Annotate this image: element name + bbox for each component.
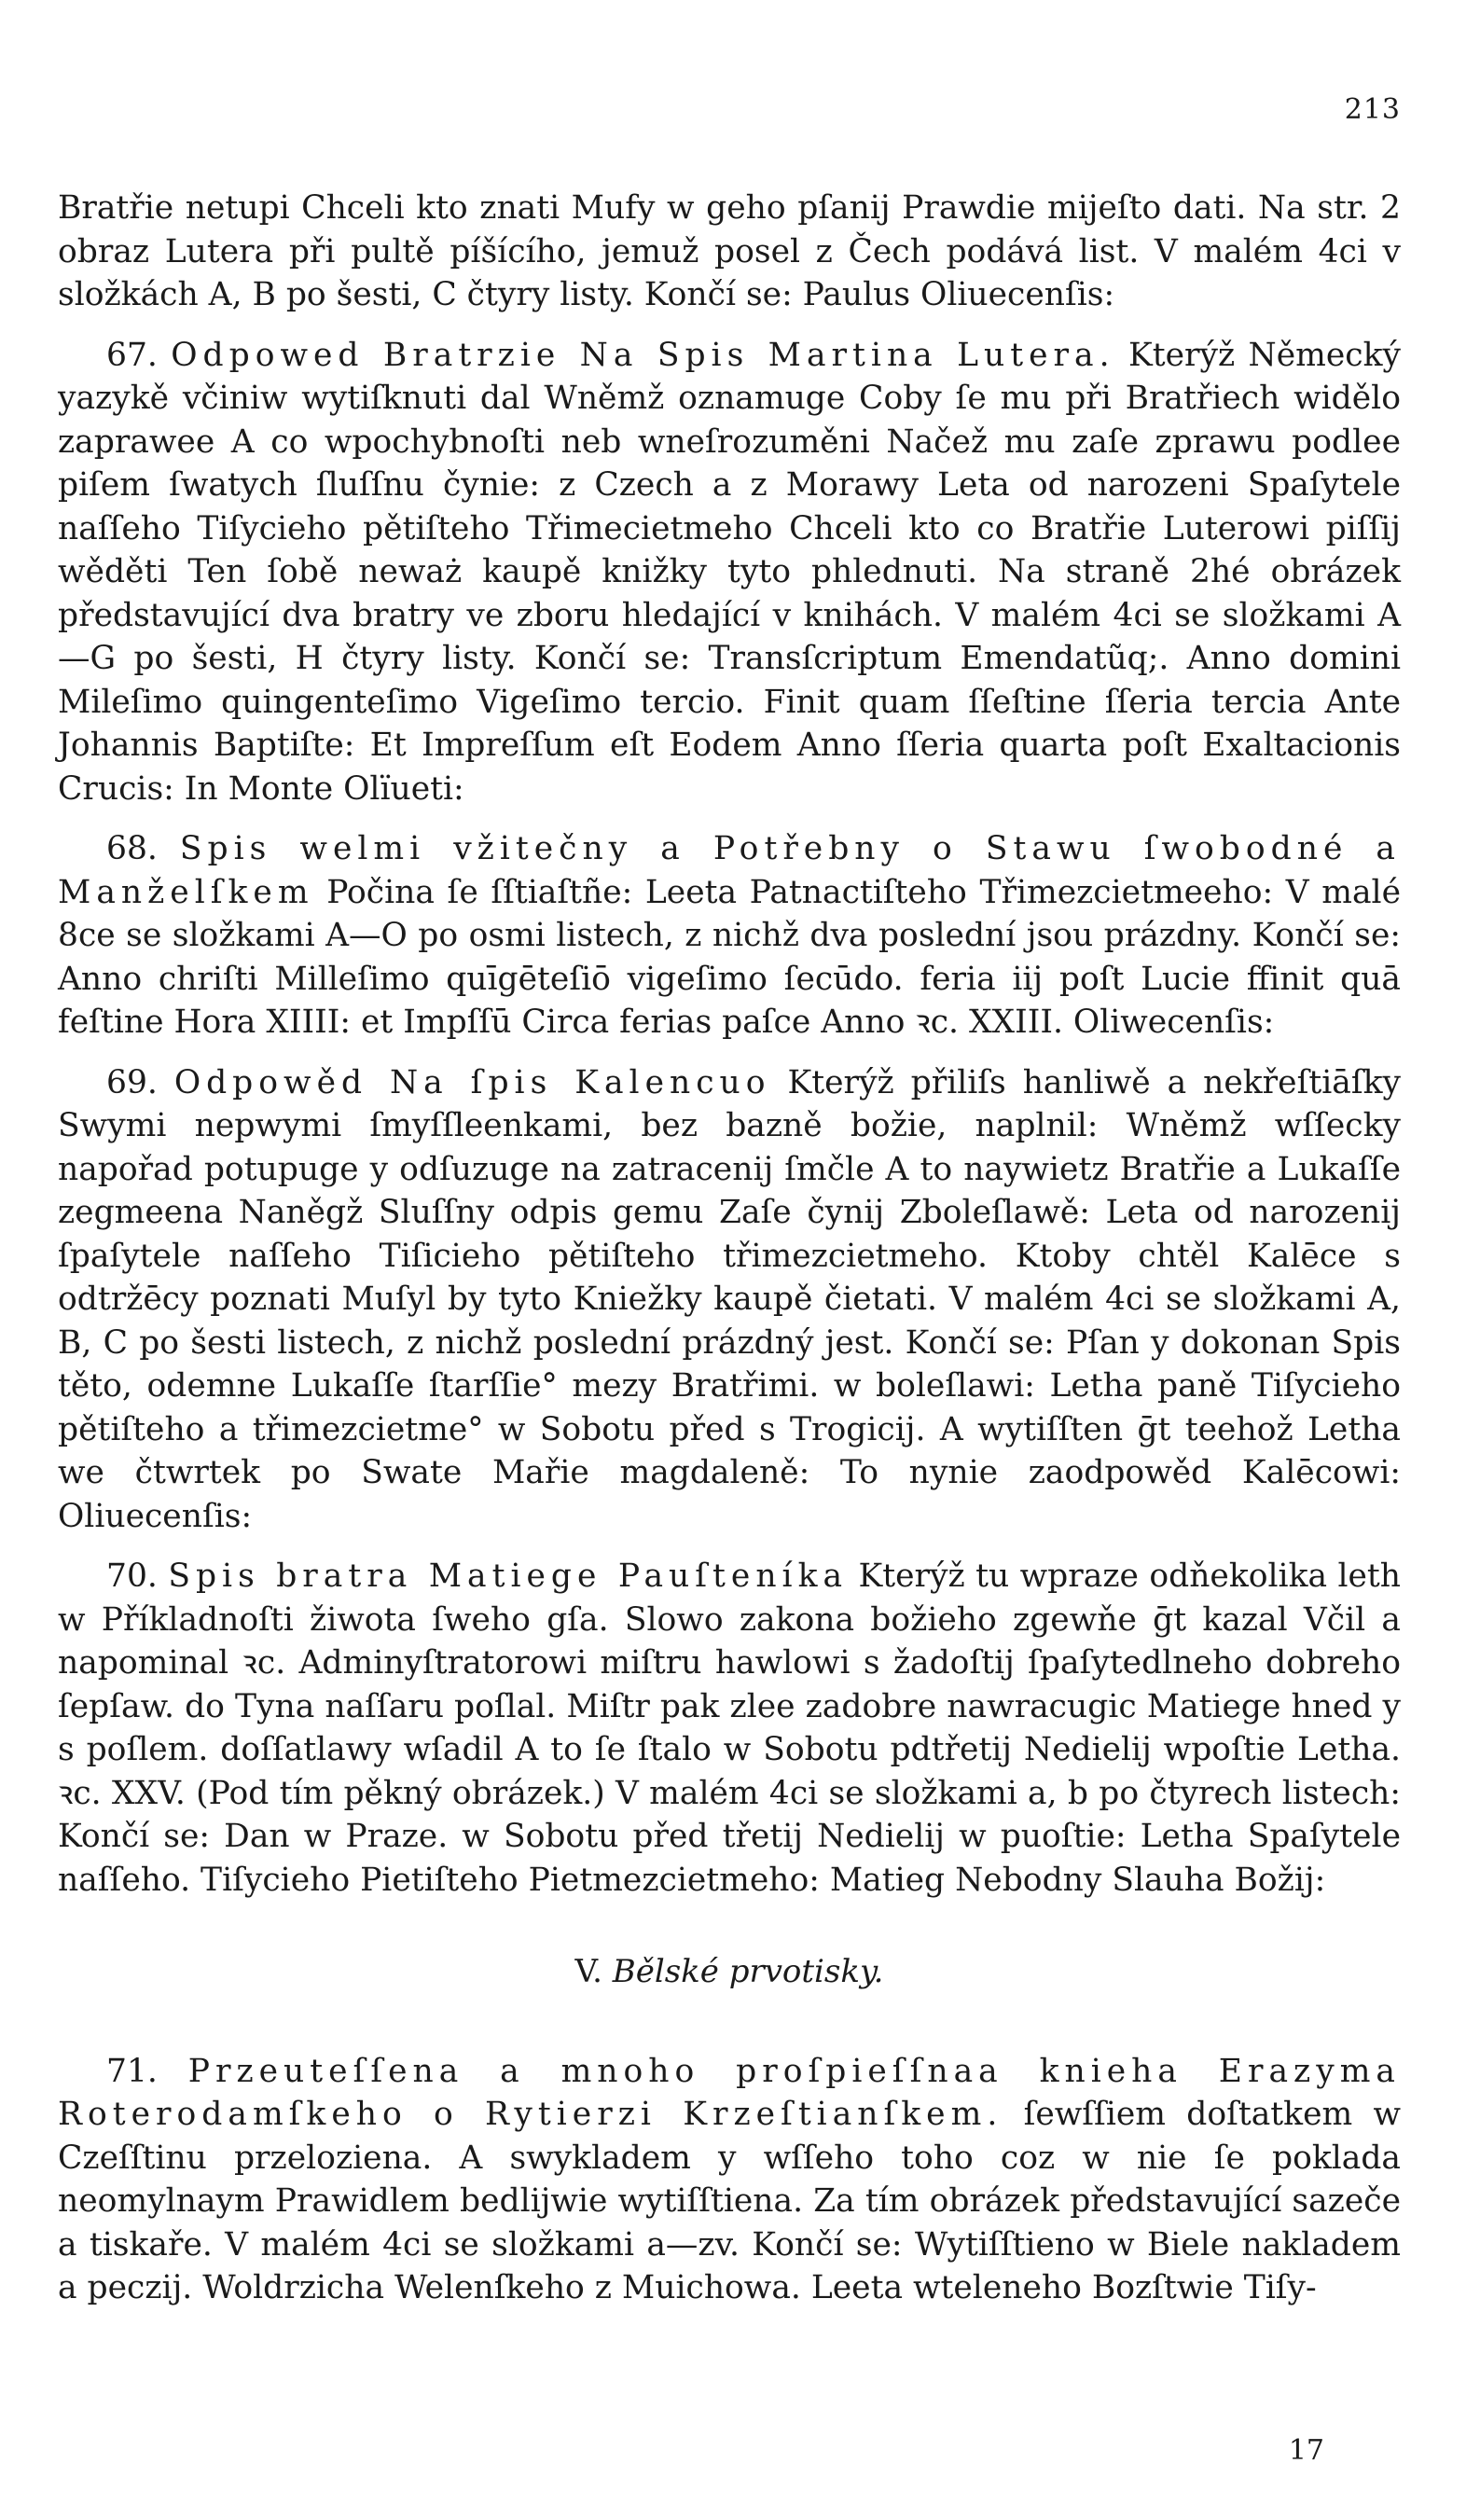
body-text	[58, 187, 1401, 2327]
entry-number: 67.	[106, 336, 158, 374]
entry-number: 68.	[106, 830, 158, 867]
page-number: 213	[1344, 93, 1401, 126]
entry-number: 69.	[106, 1063, 158, 1101]
entry-title: Odpowěd Na ſpis Kalencuo	[173, 1063, 771, 1101]
entry-text: Počina ſe ſſtiaſtñe: Leeta Patnactiſteho Třimezcietmeeho: V malé 8ce se složkami A—O po osmi listech, z nichž dva poslední jsou prázdny. Končí se: Anno chriſti Milleſimo quīgēteſiō vigeſimo ſecūdo. feria iij poſt Lucie ffinit quā feſtine Hora XIIII: et Impſſū Circa ferias paſce Anno ꝛc. XXIII. Oliwecenſis:	[58, 873, 1402, 1041]
signature-mark: 17	[1288, 2434, 1324, 2467]
entry-text: Kterýž Německý yazykě včiniw wytiſknuti dal Wněmž oznamuge Coby ſe mu při Bratřiech widělo zaprawee A co wpochybnoſti neb wneſrozuměni Načež mu zaſe zprawu podlee piſem ſwatych ſluſſnu čynie: z Czech a z Morawy Leta od narozeni Spaſytele naſſeho Tiſycieho pětiſteho Třimecietmeho Chceli kto co Bratřie Luterowi piſſij wěděti Ten ſobě neważ kaupě knižky tyto phlednuti. Na straně 2hé obrázek představující dva bratry ve zboru hledající v knihách. V malém 4ci se složkami A—G po šesti, H čtyry listy. Končí se: Transſcriptum Emendatũq;. Anno domini Mileſimo quingenteſimo Vigeſimo tercio. Finit quam ſſeſtine ſſeria tercia Ante Johannis Baptiſte: Et Impreſſum eſt Eodem Anno ſſeria quarta poſt Exaltacionis Crucis: In Monte Olïueti:	[58, 336, 1402, 808]
section-numeral: V.	[574, 1953, 602, 1990]
entry-title: Odpowed Bratrzie Na Spis Martina Lutera.	[171, 336, 1115, 374]
entry-68	[58, 827, 1401, 1045]
entry-number: 70.	[106, 1558, 158, 1595]
continuation-paragraph: Bratřie netupi Chceli kto znati Mufy w geho pſanij Prawdie mijeſto dati. Na str. 2 obraz Lutera při pultě píšícího, jemuž posel z Čech podává list. V malém 4ci v složkách A, B po šesti, C čtyry listy. Končí se: Paulus Oliuecenſis:	[58, 189, 1401, 313]
entry-71	[58, 2050, 1401, 2310]
entry-67	[58, 334, 1401, 811]
entry-text: Kterýž přiliſs hanliwě a nekřeſtiāſky Swymi nepwymi ſmyſſleenkami, bez bazně božie, naplnil: Wněmž wſſecky napořad potupuge y odſuzuge na zatracenij ſmčle A to naywietz Bratřie a Lukaſſe zegmeena Naněgž Sluſſny odpis gemu Zaſe čynij Zboleſlawě: Leta od narozenij ſpaſytele naſſeho Tiſicieho pětiſteho třimezcietmeho. Ktoby chtěl Kalēce s odtržēcy poznati Muſyl by tyto Kniežky kaupě čietati. V malém 4ci se složkami A, B, C po šesti listech, z nichž poslední prázdný jest. Končí se: Pſan y dokonan Spis těto, odemne Lukaſſe ſtarſſie° mezy Bratřimi. w boleſlawi: Letha paně Tiſycieho pětiſteho a třimezcietme° w Sobotu před s Trogicij. A wytiſſten ḡt teehož Letha we čtwrtek po Swate Mařie magdaleně: To nynie zaodpowěd Kalēcowi: Oliuecenſis:	[58, 1063, 1401, 1535]
book-page	[58, 0, 1401, 2520]
section-title: Bělské prvotisky.	[612, 1953, 884, 1990]
entry-text: Kterýž tu wpraze odňekolika leth w Příkladnoſti žiwota ſweho gſa. Slowo zakona božieho zgewňe ḡt kazal Včil a napominal ꝛc. Adminyſtratorowi miſtru hawlowi s žadoſtij ſpaſytedlneho dobreho ſepſaw. do Tyna naſſaru poſlal. Miſtr pak zlee zadobre nawracugic Matiege hned y s poſlem. doſſatlawy wſadil A to ſe ſtalo w Sobotu pdtřetij Nedielij wpoſtie Letha. ꝛc. XXV. (Pod tím pěkný obrázek.) V malém 4ci se složkami a, b po čtyrech listech: Končí se: Dan w Praze. w Sobotu před třetij Nedielij w puoſtie: Letha Spaſytele naſſeho. Tiſycieho Pietiſteho Pietmezcietmeho: Matieg Nebodny Slauha Božij:	[58, 1558, 1402, 1899]
entry-title: Spis welmi vžitečny a Potřebny o Stawu ſwobodné a Manželſkem	[58, 830, 1401, 911]
entry-text: ſewſſiem doſtatkem w Czeſſtinu przeloziena. A swykladem y wſſeho toho coz w nie ſe poklada neomylnaym Prawidlem bedlijwie wytiſſtiena. Za tím obrázek představující sazeče a tiskaře. V malém 4ci se složkami a—zv. Končí se: Wytiſſtieno w Biele nakladem a peczij. Woldrzicha Welenſkeho z Muichowa. Leeta wteleneho Bozſtwie Tiſy-	[58, 2096, 1402, 2306]
entry-70	[58, 1555, 1401, 1902]
entry-title: Przeuteſſena a mnoho proſpieſſnaa knieha Erazyma Roterodamſkeho o Rytierzi Krzeſtianſkem.	[58, 2052, 1401, 2133]
section-heading	[58, 1950, 1401, 1994]
entry-title: Spis bratra Matiege Pauſteníka	[168, 1558, 849, 1595]
entry-number: 71.	[106, 2052, 158, 2090]
entry-69	[58, 1061, 1401, 1539]
